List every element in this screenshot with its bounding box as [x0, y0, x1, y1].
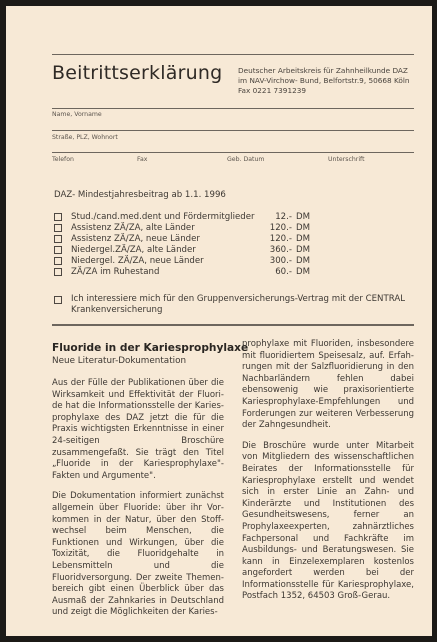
dues-option-label: Stud./cand.med.dent und Fördermitglieder [71, 212, 255, 222]
dues-option-currency: DM [296, 223, 311, 233]
street-field-label: Straße, PLZ, Wohnort [52, 134, 118, 141]
article-subtitle: Neue Literatur-Dokumentation [52, 356, 187, 366]
group-insurance-option[interactable] [54, 294, 414, 316]
article-paragraph: Die Broschüre wurde unter Mitarbeit von Mitgliedern des wissenschaftlichen Beirates der Informationsstelle für Kariesprophylaxe erstellt und wendet sich in erster Linie an Zahn- und Kinderärzte und Institutionen des Gesundheitswesens, ferner an Prophylaxeexperten, zahnärztliches Fachpersonal und Fachkräfte im Ausbildungs- und Beratungswesen. Sie kann in Einzelexemplaren kostenlos angefordert werden bei der Informationsstelle für Kariesprophylaxe, Postfach 1352, 64503 Groß-Gerau. [242, 440, 414, 602]
street-field-line[interactable] [52, 130, 414, 131]
dues-checkbox[interactable] [54, 246, 62, 254]
page-title: Beitrittserklärung [52, 62, 223, 84]
dues-option-currency: DM [296, 245, 311, 255]
dues-option-label: ZÄ/ZA im Ruhestand [71, 267, 160, 277]
dues-option-price: 120.- [269, 223, 292, 233]
dues-option-price: 12.- [275, 212, 292, 222]
dues-option-currency: DM [296, 267, 311, 277]
dues-checkbox[interactable] [54, 213, 62, 221]
article-paragraph: prophylaxe mit Fluoriden, insbesondere mit fluoridiertem Speisesalz, auf. Erfahrungen mit der Salzfluoridierung in den Nachbarländern fehlen dabei ebensowenig wie praxisorientierte Kariesprophylaxe-Empfehlungen und Forderungen zur weiteren Verbesserung der Zahngesundheit. [242, 339, 414, 431]
address-line: im NAV-Virchow- Bund, Belfortstr.9, 50668 Köln [238, 76, 410, 85]
dues-option-label: Niedergel.ZÄ/ZA, alte Länder [71, 245, 196, 255]
birthdate-field-label: Geb. Datum [227, 156, 265, 163]
dues-option-label: Assistenz ZÄ/ZA, alte Länder [71, 223, 195, 233]
association-address [238, 66, 410, 96]
dues-heading: DAZ- Mindestjahresbeitrag ab 1.1. 1996 [54, 190, 226, 200]
address-line: Fax 0221 7391239 [238, 86, 307, 95]
dues-option-currency: DM [296, 256, 311, 266]
name-field-line[interactable] [52, 108, 414, 109]
dues-option-label: Assistenz ZÄ/ZA, neue Länder [71, 234, 200, 244]
group-insurance-label: Ich interessiere mich für den Gruppenversicherungs-Vertrag mit der CENTRAL Krankenversicherung [71, 294, 405, 315]
article-column-left [52, 378, 224, 628]
dues-checkbox[interactable] [54, 257, 62, 265]
section-divider [52, 324, 414, 326]
fax-field-label: Fax [137, 156, 148, 163]
dues-checkbox[interactable] [54, 224, 62, 232]
dues-checkbox[interactable] [54, 235, 62, 243]
document-page [6, 6, 432, 636]
dues-option-currency: DM [296, 234, 311, 244]
dues-checkbox[interactable] [54, 268, 62, 276]
article-paragraph: Aus der Fülle der Publikationen über die Wirksamkeit und Effektivität der Fluoride hat die Informationsstelle der Kariesprophylaxe des DAZ jetzt die für die Praxis wichtigsten Erkenntnisse in einer 24-seitigen Broschüre zusammengefaßt. Sie trägt den Titel „Fluoride in der Kariesprophylaxe"- Fakten und Argumente". [52, 378, 224, 481]
dues-option-price: 360.- [269, 245, 292, 255]
article-paragraph: Die Dokumentation informiert zunächst allgemein über Fluoride: über ihr Vorkommen in der Natur, über den Stoffwechsel beim Menschen, die Funktionen und Wirkungen, über die Toxizität, die Fluoridgehalte in Lebensmitteln und die Fluoridversorgung. Der zweite Themenbereich gibt einen Überblick über das Ausmaß der Zahnkaries in Deutschland und zeigt die Möglichkeiten der Karies- [52, 491, 224, 618]
dues-option-label: Niedergel. ZÄ/ZA, neue Länder [71, 256, 204, 266]
article-title: Fluoride in der Kariesprophylaxe [52, 342, 249, 354]
name-field-label: Name, Vorname [52, 111, 102, 118]
address-line: Deutscher Arbeitskreis für Zahnheilkunde DAZ [238, 66, 408, 75]
dues-option-currency: DM [296, 212, 311, 222]
signature-field-label: Unterschrift [328, 156, 365, 163]
dues-option-price: 120.- [269, 234, 292, 244]
dues-option-price: 60.- [275, 267, 292, 277]
phone-field-label: Telefon [52, 156, 74, 163]
article-column-right [242, 339, 414, 612]
group-insurance-checkbox[interactable] [54, 296, 62, 304]
contact-field-line[interactable] [52, 152, 414, 153]
dues-option-price: 300.- [269, 256, 292, 266]
top-rule [52, 54, 414, 55]
